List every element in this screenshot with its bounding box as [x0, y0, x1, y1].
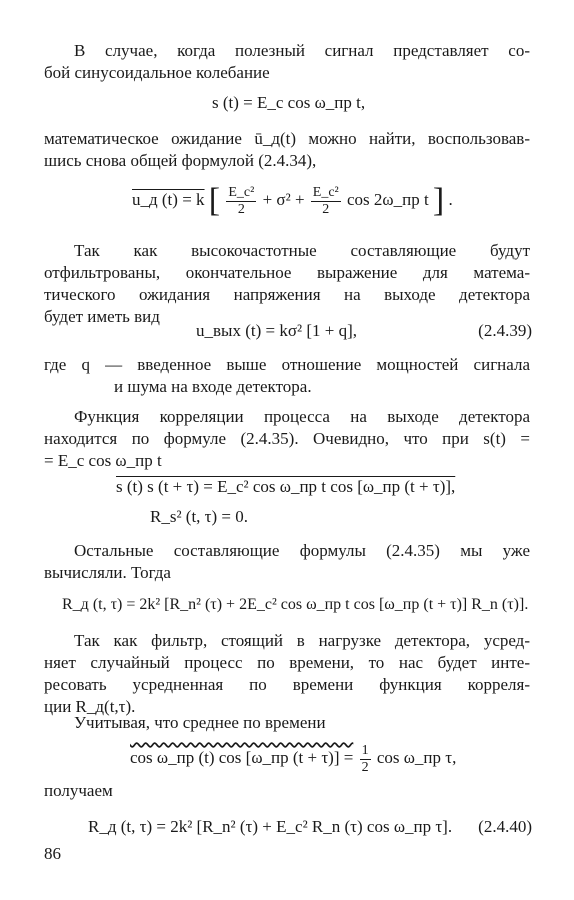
paragraph-line: тического ожидания напряжения на выходе детектора — [44, 285, 530, 304]
equation-number: (2.4.39) — [478, 321, 532, 340]
paragraph-line: отфильтрованы, окончательное выражение для матема- — [44, 263, 530, 282]
paragraph-line: Учитывая, что среднее по времени — [74, 713, 326, 732]
paragraph-line: бой синусоидальное колебание — [44, 63, 270, 82]
paragraph-line: математическое ожидание ū_д(t) можно найти, воспользовав- — [44, 129, 530, 148]
eq-avg-rhs: cos ω_пр τ, — [376, 748, 457, 767]
right-bracket: ] — [432, 182, 445, 220]
paragraph-line: будет иметь вид — [44, 307, 160, 326]
paragraph-line: Так как высокочастотные составляющие будут — [74, 241, 530, 260]
eq-mid: + σ² + — [262, 190, 305, 209]
paragraph-line: Остальные составляющие формулы (2.4.35) мы уже — [74, 541, 530, 560]
fraction: $\frac{\text{E\_c²}}{2}$ — [312, 184, 339, 217]
equation-rs: R_s² (t, τ) = 0. — [150, 507, 249, 526]
page-number: 86 — [44, 844, 61, 863]
paragraph-line: находится по формуле (2.4.35). Очевидно, что при s(t) = — [44, 429, 530, 448]
equation-number: (2.4.40) — [478, 817, 532, 836]
paragraph-line: и шума на входе детектора. — [114, 377, 312, 396]
paragraph-line: няет случайный процесс по времени, то нас будет инте- — [44, 653, 530, 672]
paragraph-line: ции R_д(t,τ). — [44, 697, 136, 716]
equation-time-average — [130, 738, 456, 778]
eq-tail: cos 2ω_пр t — [347, 190, 429, 209]
paragraph-line: = E_c cos ω_пр t — [44, 451, 162, 470]
paragraph-line: ресовать усредненная по времени функция корреля- — [44, 675, 530, 694]
equation-rd: R_д (t, τ) = 2k² [R_n² (τ) + 2E_c² cos ω_пр t cos [ω_пр (t + τ)] R_n (τ)]. — [62, 596, 529, 613]
left-bracket: [ — [208, 182, 221, 220]
fraction: $\frac{\text{E\_c²}}{2}$ — [228, 184, 255, 217]
paragraph-line: получаем — [44, 781, 113, 800]
paragraph-line: шись снова общей формулой (2.4.34), — [44, 151, 317, 170]
equation-final: R_д (t, τ) = 2k² [R_n² (τ) + E_c² R_n (τ) cos ω_пр τ]. — [88, 817, 453, 836]
eq-lhs: u_д (t) = k — [132, 190, 205, 209]
eq-avg-lhs: cos ω_пр (t) cos [ω_пр (t + τ)] = — [130, 748, 354, 767]
paragraph-line: Так как фильтр, стоящий в нагрузке детектора, усред- — [74, 631, 530, 650]
equation-u-out: u_вых (t) = kσ² [1 + q], — [196, 321, 358, 340]
equation-signal: s (t) = E_c cos ω_пр t, — [212, 93, 366, 112]
equation-ss: s (t) s (t + τ) = E_c² cos ω_пр t cos [ω_пр (t + τ)], — [116, 477, 456, 496]
paragraph-line: где q — введенное выше отношение мощностей сигнала — [44, 355, 530, 374]
fraction: $\frac{1}{2}$ — [361, 742, 369, 775]
equation-mean-ud: u_д (t) = k [ $\frac{\text{E\_c²}}{2}$ + σ² + $\frac{\text{E\_c²}}{2}$ cos 2ω_пр t ] . — [132, 182, 453, 220]
paragraph-line: В случае, когда полезный сигнал представляет со- — [74, 41, 530, 60]
paragraph-line: Функция корреляции процесса на выходе детектора — [74, 407, 530, 426]
paragraph-line: вычисляли. Тогда — [44, 563, 171, 582]
